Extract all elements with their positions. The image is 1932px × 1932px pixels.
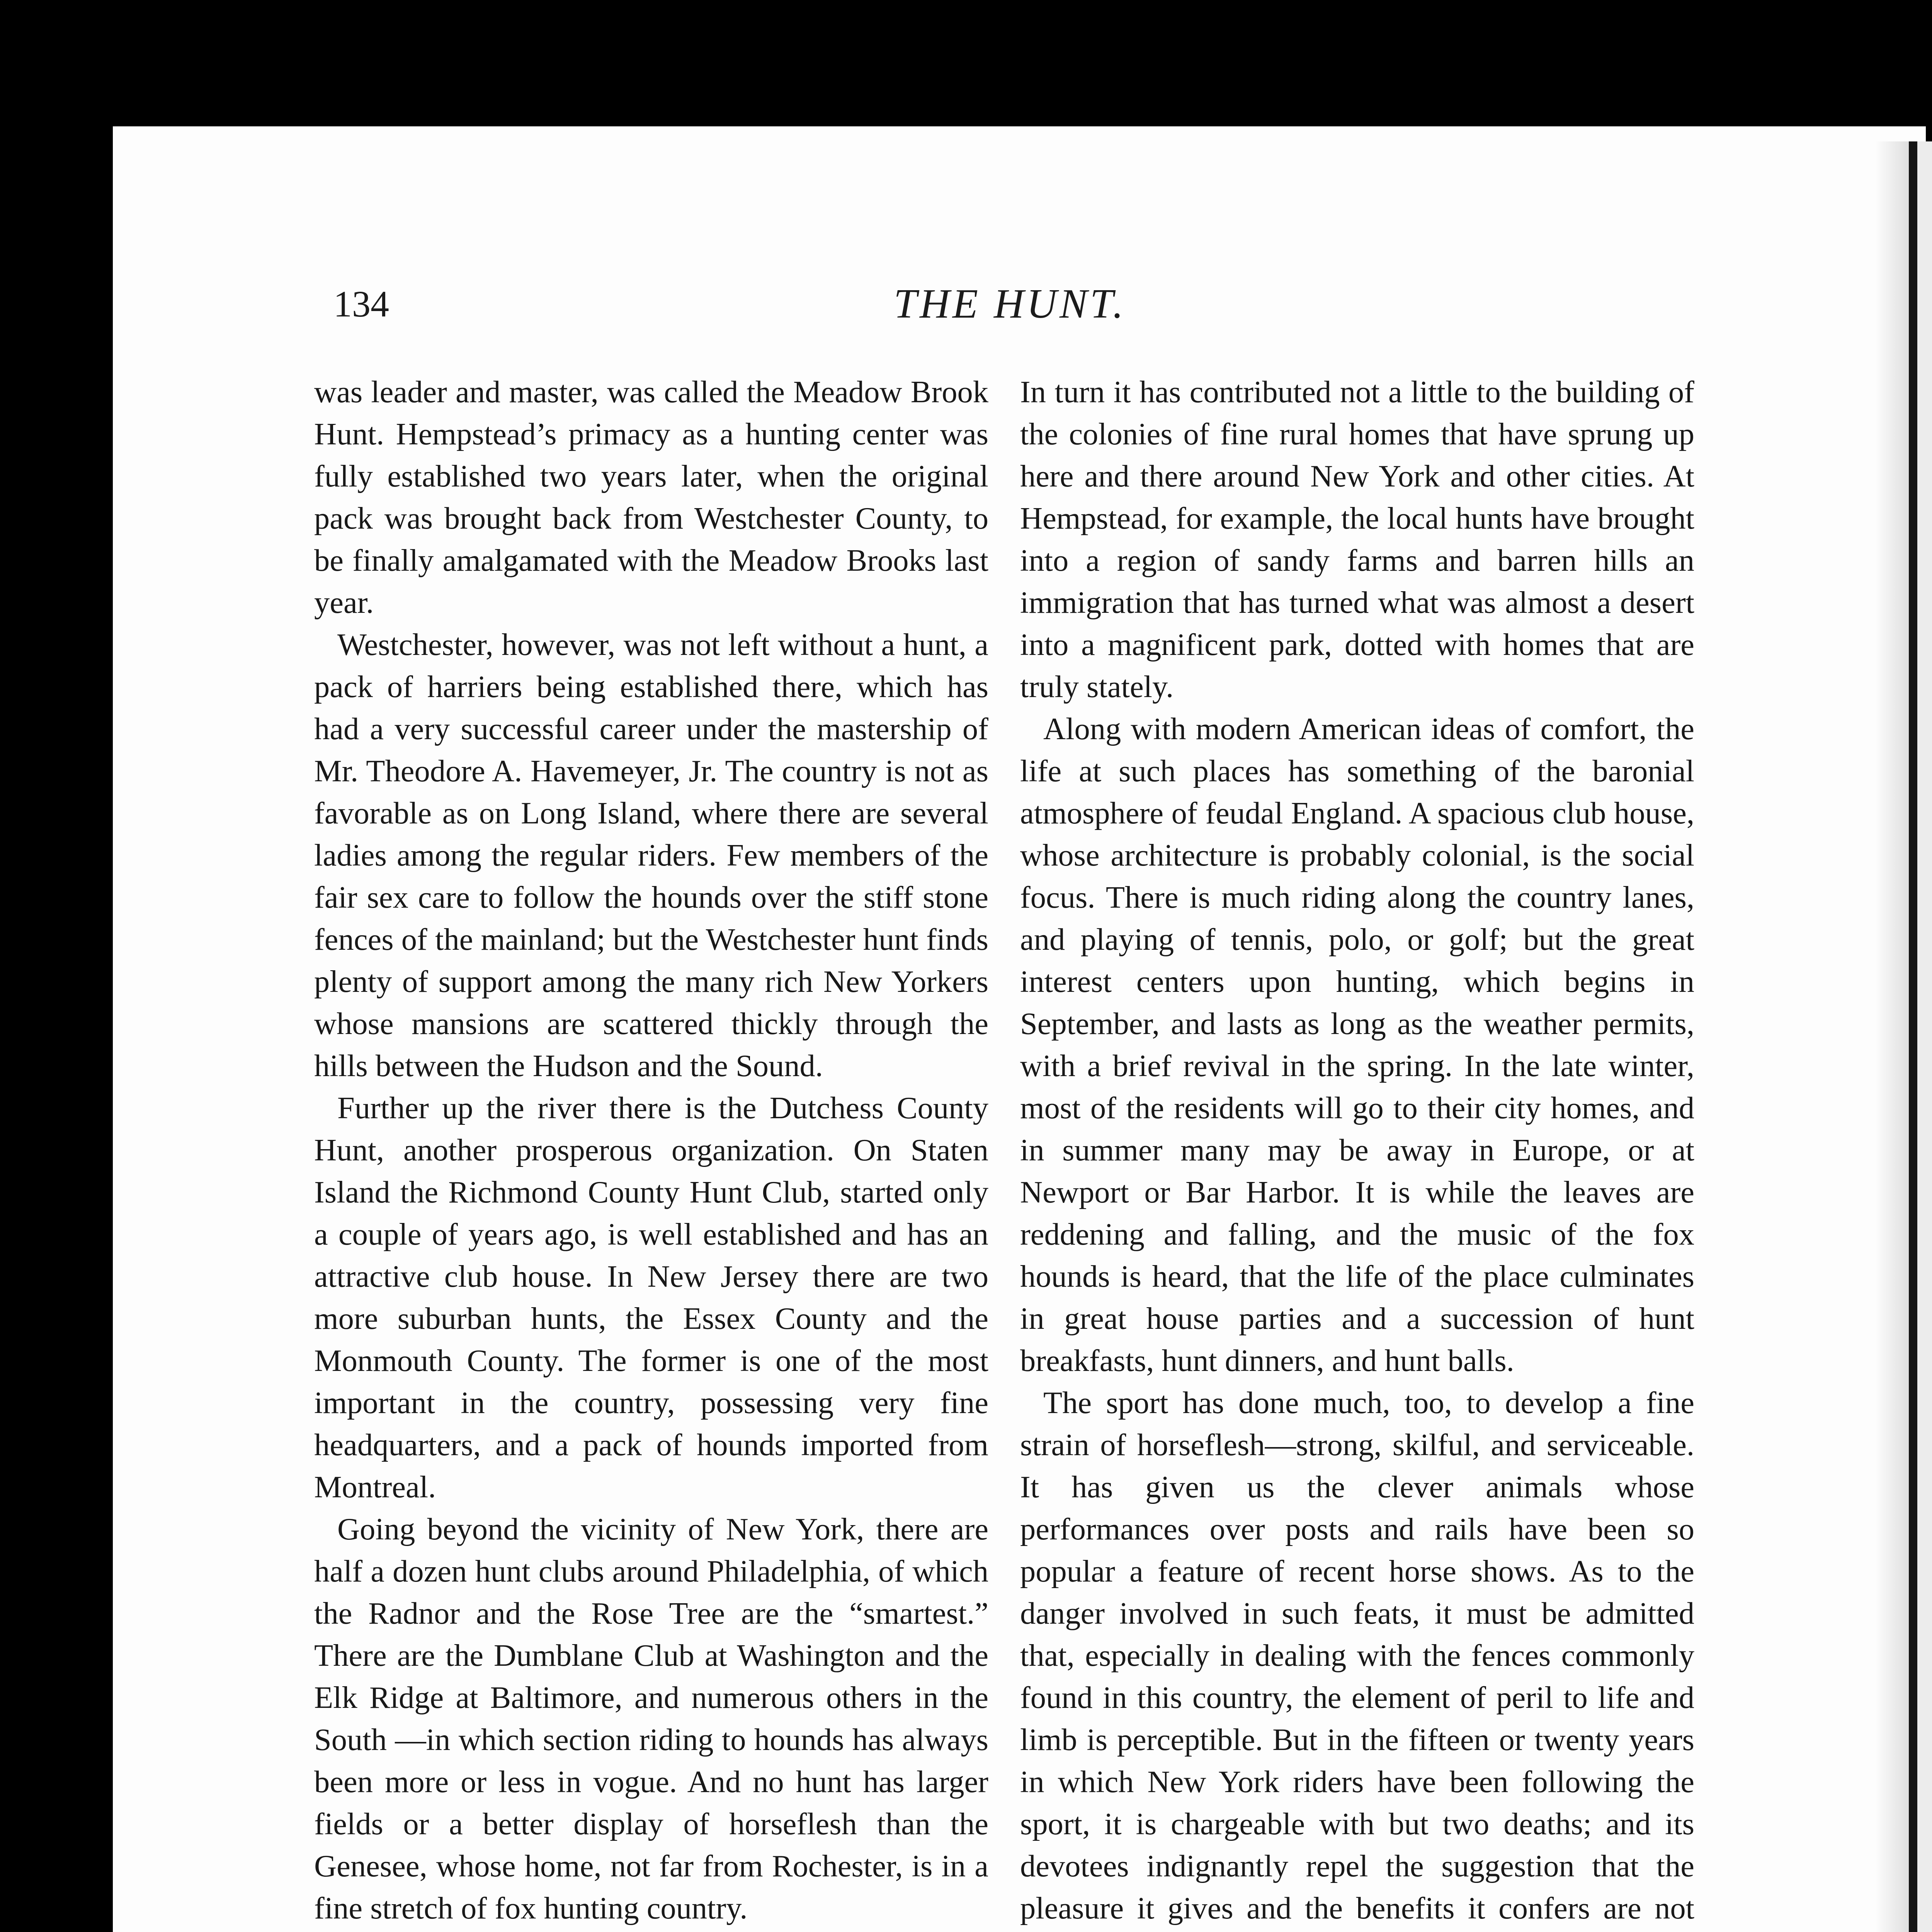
right-column	[1020, 371, 1694, 1932]
running-head: THE HUNT.	[894, 281, 1126, 327]
paragraph: was leader and master, was called the Meadow Brook Hunt. Hempstead’s primacy as a hunting center was fully established two years later, when the original pack was brought back from Westchester County, to be finally amalgamated with the Meadow Brooks last year.	[314, 375, 988, 620]
left-column	[314, 371, 988, 1932]
paragraph: Further up the river there is the Dutchess County Hunt, another prosperous organization. On Staten Island the Richmond County Hunt Club, started only a couple of years ago, is well established and has an attractive club house. In New Jersey there are two more suburban hunts, the Essex County and the Monmouth County. The former is one of the most important in the country, possessing very fine headquarters, and a pack of hounds imported from Montreal.	[314, 1091, 988, 1504]
paragraph: Along with modern American ideas of comfort, the life at such places has something of the baronial atmosphere of feudal England. A spacious club house, whose architecture is probably colonial, is the social focus. There is much riding along the country lanes, and playing of tennis, polo, or golf; but the great interest centers upon hunting, which begins in September, and lasts as long as the weather permits, with a brief revival in the spring. In the late winter, most of the residents will go to their city homes, and in summer many may be away in Europe, or at Newport or Bar Harbor. It is while the leaves are reddening and falling, and the music of the fox hounds is heard, that the life of the place culminates in great house parties and a succession of hunt breakfasts, hunt dinners, and hunt balls.	[1020, 712, 1694, 1378]
paragraph: Going beyond the vicinity of New York, there are half a dozen hunt clubs around Philadelphia, of which the Radnor and the Rose Tree are the “smartest.” There are the Dumblane Club at Washington and the Elk Ridge at Baltimore, and numerous others in the South —in which section riding to hounds has always been more or less in vogue. And no hunt has larger fields or a better display of horseflesh than the Genesee, whose home, not far from Rochester, is in a fine stretch of fox hunting country.	[314, 1512, 988, 1925]
page-header	[333, 279, 1699, 329]
paragraph: In turn it has contributed not a little to the building of the colonies of fine rural homes that have sprung up here and there around New York and other cities. At Hempstead, for example, the local hunts have brought into a region of sandy farms and barren hills an immigration that has turned what was almost a desert into a magnificent park, dotted with homes that are truly stately.	[1020, 375, 1694, 704]
next-page-edge	[1909, 141, 1932, 1932]
paragraph: Westchester, however, was not left without a hunt, a pack of harriers being established there, which has had a very successful career under the mastership of Mr. Theodore A. Havemeyer, Jr. The country is not as favorable as on Long Island, where there are several ladies among the regular riders. Few members of the fair sex care to follow the hounds over the stiff stone fences of the mainland; but the Westchester hunt finds plenty of support among the many rich New Yorkers whose mansions are scattered thickly through the hills between the Hudson and the Sound.	[314, 628, 988, 1083]
page-number: 134	[333, 283, 389, 325]
paragraph: The sport has done much, too, to develop a fine strain of horseflesh—strong, skilful, and serviceable. It has given us the clever animals whose performances over posts and rails have been so popular a feature of recent horse shows. As to the danger involved in such feats, it must be admitted that, especially in dealing with the fences commonly found in this country, the element of peril to life and limb is perceptible. But in the fifteen or twenty years in which New York riders have been following the sport, it is chargeable with but two deaths; and its devotees indignantly repel the suggestion that the pleasure it gives and the benefits it confers are not	[1020, 1386, 1694, 1925]
paragraph	[314, 1929, 988, 1932]
binding-shadow	[1875, 141, 1909, 1932]
